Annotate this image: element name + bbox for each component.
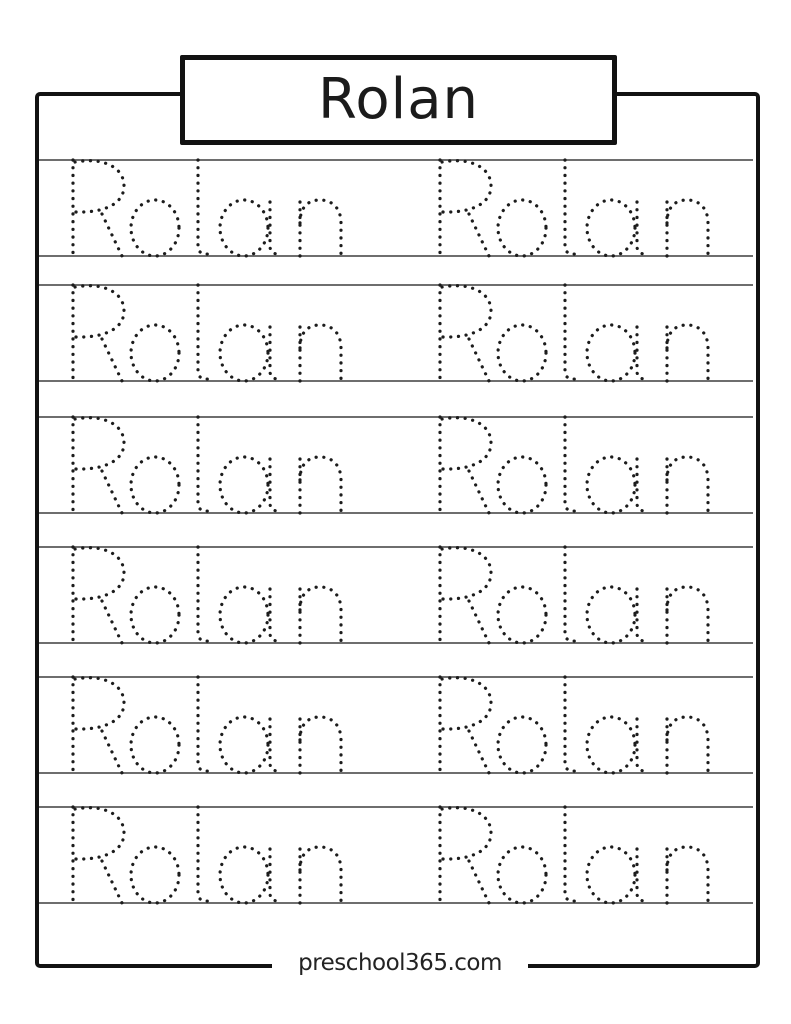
footer-site-text: preschool365.com [298,950,502,976]
trace-word [73,547,341,643]
trace-word [73,677,341,773]
trace-word [440,285,708,381]
trace-word [73,285,341,381]
trace-rows [39,160,753,903]
name-title-box [180,55,617,145]
trace-word [440,547,708,643]
trace-word [440,807,708,903]
trace-word [440,677,708,773]
footer-credit [272,944,528,982]
trace-word [440,417,708,513]
trace-word [73,160,341,256]
trace-word [73,417,341,513]
name-title: Rolan [317,67,480,132]
trace-word [73,807,341,903]
trace-word [440,160,708,256]
